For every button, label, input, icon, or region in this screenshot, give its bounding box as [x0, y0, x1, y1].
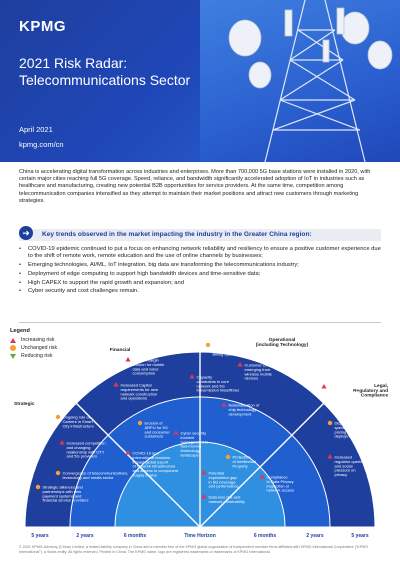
risk-item-label: Centralization & improvement in Billing Systems: [212, 342, 241, 357]
sector-strategic-label: Strategic: [14, 402, 35, 407]
risk-marker-increasing: [125, 357, 130, 362]
risk-radar-diagram: [0, 325, 400, 545]
risk-item-label: Capacity constraints in core network and 5G transmission lines/fibres: [196, 374, 240, 393]
list-item: • Emerging technologies, AI/ML, IoT integration, big data are transforming the telecommunications industry;: [19, 262, 381, 269]
list-item: • Cyber security and cost challenges remain.: [19, 288, 381, 295]
legend-label: Reducing risk: [21, 353, 53, 359]
sector-financial-label: Financial: [109, 348, 131, 353]
risk-marker-unchanged: [56, 471, 60, 475]
sector-legal-label: Legal, Regulatory and Compliance: [353, 384, 388, 399]
telecom-tower-image: [205, 0, 400, 162]
list-item: • High CAPEX to support the rapid growth and expansion; and: [19, 280, 381, 287]
time-axis-label: 6 months: [123, 533, 147, 539]
arrow-right-icon: ➜: [19, 226, 33, 240]
risk-item-label: Increased Capital requirements for new network construction and operations: [120, 382, 159, 401]
risk-item-label: Nationalization of chip technology development: [228, 402, 260, 417]
hero-banner: [0, 0, 400, 162]
sector-operational-label: Operational (including Technology): [255, 338, 309, 348]
page-title-line1: 2021 Risk Radar:: [19, 55, 128, 71]
risk-marker-unchanged: [226, 455, 230, 459]
risk-marker-increasing: [321, 384, 326, 389]
time-axis-label: Time Horizon: [184, 533, 216, 539]
risk-marker-unchanged: [36, 485, 40, 489]
risk-item-label: Protection of Intellectual Property: [232, 454, 257, 469]
time-axis-label: 2 years: [76, 533, 94, 539]
risk-item-label: Complex and stringent national and international cyber security regulations: [328, 384, 359, 408]
legend-label: Unchanged risk: [21, 345, 58, 351]
divider: [19, 322, 381, 323]
risk-item-label: Data loss risk and network vulnerability: [208, 494, 245, 504]
copyright-footer: © 2021 KPMG Advisory (China) Limited, a limited liability company in China and a member firm of the KPMG global organization of independent member firms affiliated with KPMG International Cooperative ("KPMG International"), a Swiss entity. All rights reserved. Printed in China. The KPMG name, logo are registered trademarks or trademarks of KPMG International.: [19, 545, 369, 554]
page-title-line2: Telecommunications Sector: [19, 72, 191, 88]
time-axis-label: 2 years: [306, 533, 324, 539]
time-axis-label: 5 years: [351, 533, 369, 539]
kpmg-logo: KPMG: [19, 18, 66, 35]
risk-item-label: Strategic alliances and partnerships with new payment systems and financial service providers: [42, 484, 89, 503]
risk-item-label: Erosion of ARPU for 5G and consumer customers: [144, 420, 170, 439]
risk-marker-unchanged: [206, 343, 210, 347]
risk-marker-unchanged: [328, 421, 332, 425]
risk-marker-unchanged: [56, 415, 60, 419]
intro-paragraph: China is accelerating digital transformation across industries and enterprises. More than 700,000 5G base stations were installed in 2020, with certain major cities reaching full 5G coverage. Speed, reliance, and bandwidth significantly accelerated adoption of IoT in industries such as healthcare and manufacturing, creating new potential B2B opportunities for service providers. At the same time, competition among telecommunication companies intensified as they attempt to maintain their market positions and attract new customers through marketing strategies.: [19, 169, 371, 204]
risk-item-label: Disputes over spectrum access, pricing and deployment: [334, 420, 366, 439]
legend-label: Increasing risk: [21, 337, 55, 343]
risk-item-label: Cyber security incident management in fast-moving technology landscape: [180, 430, 209, 458]
key-trends-title: Key trends observed in the market impacting the industry in the Greater China region:: [42, 231, 312, 238]
risk-item-label: COVID-19 and international tensions impact global export of network infrastructure and access to component supply chains: [132, 450, 179, 478]
list-item: • COVID-19 epidemic continued to put a focus on enhancing network reliability and resiliency to ensure a positive customer experience due to the shift of remote work, remote education and the use of online channels by businesses;: [19, 246, 381, 261]
risk-item-label: Potential expectation gap in 5G coverage and performance: [208, 470, 239, 489]
risk-item-label: Increased regulator queries and social pressure on privacy: [334, 454, 365, 478]
risk-marker-unchanged: [138, 421, 142, 425]
key-trends-list: [19, 246, 381, 297]
list-item: • Deployment of edge computing to support high bandwidth devices and time-sensitive data;: [19, 271, 381, 278]
time-axis-label: 5 years: [31, 533, 49, 539]
website-link[interactable]: kpmg.com/cn: [19, 140, 64, 149]
risk-item-label: Customer churn emerging from wireless mobile devices: [244, 362, 273, 381]
risk-item-label: Increased competition and changing relationship with OTT and 5G providers: [66, 440, 106, 459]
risk-item-label: Convergence of telecommunications, technology and media sector: [62, 470, 129, 480]
legend-title: Legend: [10, 328, 30, 334]
publication-date: April 2021: [19, 125, 53, 134]
risk-item-label: Compliance to Data Privacy inspection or network access: [266, 474, 295, 493]
time-axis-label: 6 months: [253, 533, 277, 539]
risk-item-label: Further margin erosion for mobile data and voice consumption: [132, 357, 165, 376]
risk-item-label: Ongoing role of Carriers in Smart City infrastructure: [62, 414, 94, 429]
